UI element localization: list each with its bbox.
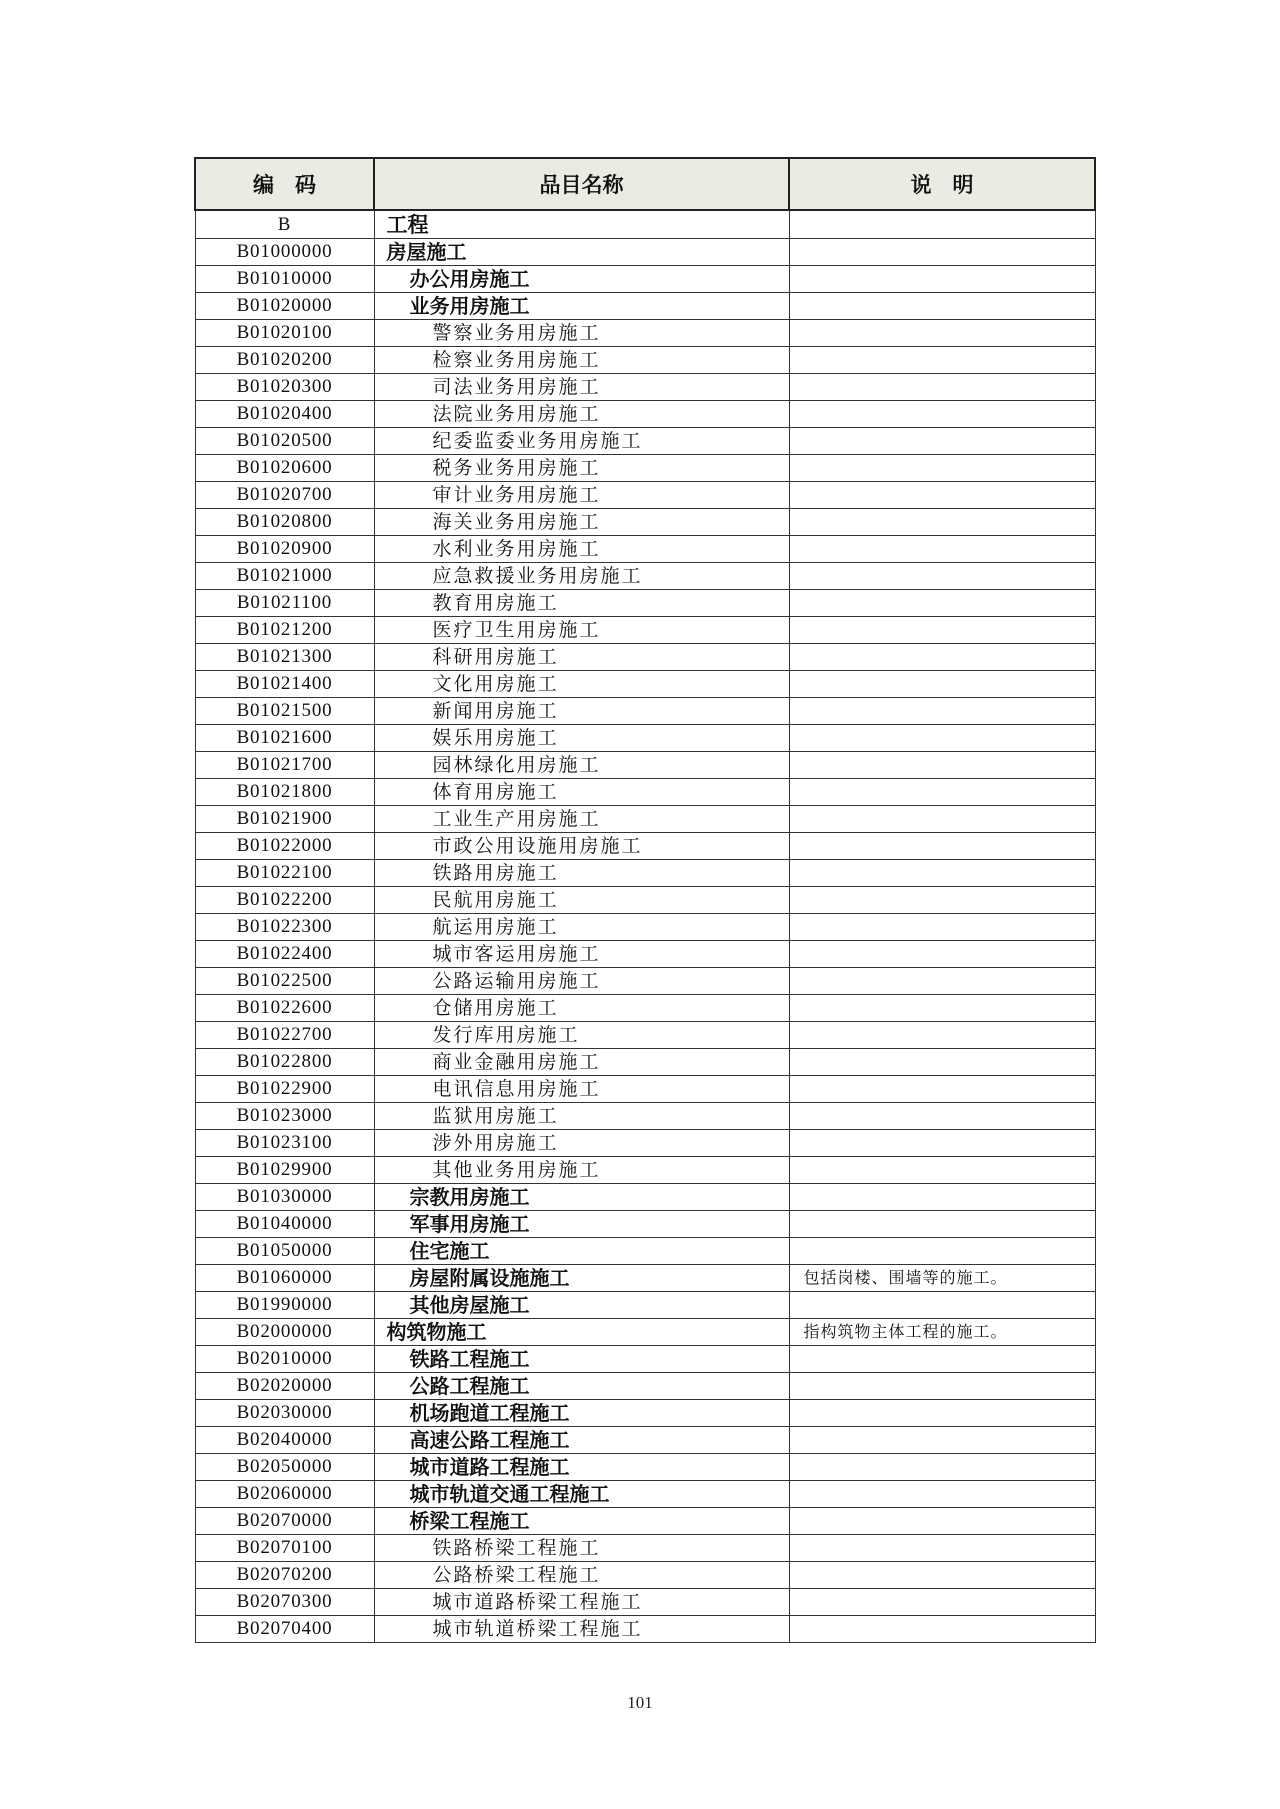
table-header (195, 158, 1095, 210)
header-row (195, 158, 1095, 210)
item-code: B01020100 (195, 320, 374, 347)
table-row (195, 860, 1095, 887)
table-row (195, 752, 1095, 779)
item-note (789, 239, 1095, 266)
item-note (789, 698, 1095, 725)
item-name: 工业生产用房施工 (374, 806, 789, 833)
item-note (789, 617, 1095, 644)
item-note (789, 779, 1095, 806)
item-code: B01029900 (195, 1157, 374, 1184)
table-row (195, 1427, 1095, 1454)
item-name: 铁路桥梁工程施工 (374, 1535, 789, 1562)
table-row (195, 1049, 1095, 1076)
table-row (195, 266, 1095, 293)
item-note (789, 1103, 1095, 1130)
item-name: 城市道路桥梁工程施工 (374, 1589, 789, 1616)
table-row (195, 1238, 1095, 1265)
item-name: 公路桥梁工程施工 (374, 1562, 789, 1589)
table-row (195, 293, 1095, 320)
item-note (789, 968, 1095, 995)
item-note (789, 1211, 1095, 1238)
item-code: B01021100 (195, 590, 374, 617)
item-note (789, 563, 1095, 590)
table-row (195, 995, 1095, 1022)
item-code: B01022600 (195, 995, 374, 1022)
item-name: 宗教用房施工 (374, 1184, 789, 1211)
table-row (195, 1535, 1095, 1562)
table-row (195, 536, 1095, 563)
item-code: B01020200 (195, 347, 374, 374)
item-name: 高速公路工程施工 (374, 1427, 789, 1454)
table-row (195, 563, 1095, 590)
item-code: B01020800 (195, 509, 374, 536)
item-name: 法院业务用房施工 (374, 401, 789, 428)
item-name: 铁路用房施工 (374, 860, 789, 887)
table-row (195, 968, 1095, 995)
item-note (789, 644, 1095, 671)
table-row (195, 779, 1095, 806)
item-code: B (195, 210, 374, 239)
item-code: B01022400 (195, 941, 374, 968)
item-code: B01022300 (195, 914, 374, 941)
item-name: 市政公用设施用房施工 (374, 833, 789, 860)
item-code: B01020400 (195, 401, 374, 428)
item-note (789, 401, 1095, 428)
item-note (789, 941, 1095, 968)
table-row (195, 239, 1095, 266)
item-code: B01022000 (195, 833, 374, 860)
table-row (195, 671, 1095, 698)
item-code: B01022100 (195, 860, 374, 887)
item-note (789, 210, 1095, 239)
item-note (789, 536, 1095, 563)
item-note (789, 1022, 1095, 1049)
item-code: B02070100 (195, 1535, 374, 1562)
item-note (789, 1589, 1095, 1616)
item-name: 体育用房施工 (374, 779, 789, 806)
table-row (195, 806, 1095, 833)
item-code: B01990000 (195, 1292, 374, 1319)
item-code: B01010000 (195, 266, 374, 293)
item-code: B02030000 (195, 1400, 374, 1427)
item-note (789, 914, 1095, 941)
item-note (789, 1346, 1095, 1373)
table-row (195, 374, 1095, 401)
table-row (195, 941, 1095, 968)
item-name: 民航用房施工 (374, 887, 789, 914)
table-row (195, 914, 1095, 941)
item-note: 指构筑物主体工程的施工。 (789, 1319, 1095, 1346)
item-code: B01021700 (195, 752, 374, 779)
item-note (789, 1481, 1095, 1508)
item-code: B02070300 (195, 1589, 374, 1616)
item-name: 纪委监委业务用房施工 (374, 428, 789, 455)
item-code: B01020000 (195, 293, 374, 320)
item-name: 城市轨道交通工程施工 (374, 1481, 789, 1508)
item-code: B01020500 (195, 428, 374, 455)
table-row (195, 320, 1095, 347)
item-code: B01020700 (195, 482, 374, 509)
item-name: 发行库用房施工 (374, 1022, 789, 1049)
item-code: B01022500 (195, 968, 374, 995)
item-name: 监狱用房施工 (374, 1103, 789, 1130)
item-note (789, 725, 1095, 752)
table-row (195, 1589, 1095, 1616)
item-note (789, 752, 1095, 779)
item-note (789, 1373, 1095, 1400)
table-row (195, 1454, 1095, 1481)
item-name: 商业金融用房施工 (374, 1049, 789, 1076)
item-code: B01021600 (195, 725, 374, 752)
item-note (789, 833, 1095, 860)
item-code: B02010000 (195, 1346, 374, 1373)
item-name: 业务用房施工 (374, 293, 789, 320)
item-name: 新闻用房施工 (374, 698, 789, 725)
item-note (789, 1427, 1095, 1454)
item-code: B01022900 (195, 1076, 374, 1103)
table-row (195, 590, 1095, 617)
item-code: B01023000 (195, 1103, 374, 1130)
item-code: B02000000 (195, 1319, 374, 1346)
item-code: B02060000 (195, 1481, 374, 1508)
item-code: B01000000 (195, 239, 374, 266)
table-row (195, 887, 1095, 914)
header-note: 说 明 (789, 158, 1095, 210)
table-row (195, 1103, 1095, 1130)
table-row (195, 401, 1095, 428)
table-row (195, 428, 1095, 455)
item-code: B01021300 (195, 644, 374, 671)
item-note (789, 671, 1095, 698)
table-row (195, 833, 1095, 860)
item-name: 警察业务用房施工 (374, 320, 789, 347)
table-row (195, 482, 1095, 509)
item-note (789, 1562, 1095, 1589)
item-note (789, 1292, 1095, 1319)
item-note (789, 1535, 1095, 1562)
item-note (789, 1454, 1095, 1481)
item-name: 机场跑道工程施工 (374, 1400, 789, 1427)
item-note (789, 428, 1095, 455)
item-note (789, 1184, 1095, 1211)
item-code: B01023100 (195, 1130, 374, 1157)
table-row (195, 1373, 1095, 1400)
item-name: 海关业务用房施工 (374, 509, 789, 536)
item-code: B01020900 (195, 536, 374, 563)
item-note (789, 1130, 1095, 1157)
item-code: B01060000 (195, 1265, 374, 1292)
item-note (789, 455, 1095, 482)
item-note (789, 320, 1095, 347)
item-code: B01020300 (195, 374, 374, 401)
item-name: 其他业务用房施工 (374, 1157, 789, 1184)
table-row (195, 1481, 1095, 1508)
item-name: 审计业务用房施工 (374, 482, 789, 509)
item-code: B01022200 (195, 887, 374, 914)
table-row (195, 347, 1095, 374)
item-code: B02070000 (195, 1508, 374, 1535)
item-note (789, 860, 1095, 887)
item-name: 城市道路工程施工 (374, 1454, 789, 1481)
item-code: B01022700 (195, 1022, 374, 1049)
table-row (195, 210, 1095, 239)
item-note (789, 509, 1095, 536)
item-name: 其他房屋施工 (374, 1292, 789, 1319)
item-name: 铁路工程施工 (374, 1346, 789, 1373)
item-code: B02070200 (195, 1562, 374, 1589)
item-name: 工程 (374, 210, 789, 239)
item-name: 构筑物施工 (374, 1319, 789, 1346)
item-code: B01021800 (195, 779, 374, 806)
item-name: 水利业务用房施工 (374, 536, 789, 563)
item-note (789, 1157, 1095, 1184)
item-note: 包括岗楼、围墙等的施工。 (789, 1265, 1095, 1292)
catalog-table (194, 157, 1096, 1643)
item-name: 住宅施工 (374, 1238, 789, 1265)
item-code: B02020000 (195, 1373, 374, 1400)
item-name: 公路工程施工 (374, 1373, 789, 1400)
item-name: 公路运输用房施工 (374, 968, 789, 995)
item-note (789, 995, 1095, 1022)
table-row (195, 1211, 1095, 1238)
item-name: 司法业务用房施工 (374, 374, 789, 401)
page-number: 101 (627, 1693, 653, 1712)
item-name: 医疗卫生用房施工 (374, 617, 789, 644)
table-row (195, 509, 1095, 536)
item-code: B01021000 (195, 563, 374, 590)
item-name: 文化用房施工 (374, 671, 789, 698)
item-code: B01021200 (195, 617, 374, 644)
table-row (195, 1022, 1095, 1049)
table-body (195, 210, 1095, 1643)
item-note (789, 806, 1095, 833)
table-row (195, 644, 1095, 671)
table-row (195, 698, 1095, 725)
table-row (195, 1292, 1095, 1319)
header-name: 品目名称 (374, 158, 789, 210)
item-name: 税务业务用房施工 (374, 455, 789, 482)
item-name: 应急救援业务用房施工 (374, 563, 789, 590)
item-code: B01021900 (195, 806, 374, 833)
item-name: 航运用房施工 (374, 914, 789, 941)
item-code: B01021500 (195, 698, 374, 725)
item-name: 仓储用房施工 (374, 995, 789, 1022)
item-code: B02040000 (195, 1427, 374, 1454)
table-row (195, 1319, 1095, 1346)
item-code: B01021400 (195, 671, 374, 698)
header-code: 编 码 (195, 158, 374, 210)
item-note (789, 590, 1095, 617)
item-name: 园林绿化用房施工 (374, 752, 789, 779)
item-name: 教育用房施工 (374, 590, 789, 617)
table-row (195, 1130, 1095, 1157)
table-row (195, 1616, 1095, 1643)
item-code: B02050000 (195, 1454, 374, 1481)
item-note (789, 482, 1095, 509)
item-note (789, 1508, 1095, 1535)
table-row (195, 1184, 1095, 1211)
item-name: 城市轨道桥梁工程施工 (374, 1616, 789, 1643)
table-row (195, 1508, 1095, 1535)
item-name: 涉外用房施工 (374, 1130, 789, 1157)
item-code: B01050000 (195, 1238, 374, 1265)
item-note (789, 1076, 1095, 1103)
item-name: 办公用房施工 (374, 266, 789, 293)
table-row (195, 725, 1095, 752)
item-name: 房屋施工 (374, 239, 789, 266)
item-note (789, 887, 1095, 914)
item-note (789, 1049, 1095, 1076)
table-row (195, 1157, 1095, 1184)
item-code: B01020600 (195, 455, 374, 482)
table-row (195, 1400, 1095, 1427)
item-code: B01022800 (195, 1049, 374, 1076)
table-row (195, 1076, 1095, 1103)
table-row (195, 1265, 1095, 1292)
item-note (789, 1616, 1095, 1643)
table-row (195, 617, 1095, 644)
item-note (789, 1238, 1095, 1265)
item-code: B01040000 (195, 1211, 374, 1238)
item-name: 房屋附属设施施工 (374, 1265, 789, 1292)
table-row (195, 1346, 1095, 1373)
item-note (789, 266, 1095, 293)
item-name: 娱乐用房施工 (374, 725, 789, 752)
item-note (789, 293, 1095, 320)
item-name: 军事用房施工 (374, 1211, 789, 1238)
table-row (195, 455, 1095, 482)
table-row (195, 1562, 1095, 1589)
item-code: B02070400 (195, 1616, 374, 1643)
item-name: 桥梁工程施工 (374, 1508, 789, 1535)
item-name: 电讯信息用房施工 (374, 1076, 789, 1103)
item-note (789, 1400, 1095, 1427)
item-code: B01030000 (195, 1184, 374, 1211)
item-name: 城市客运用房施工 (374, 941, 789, 968)
item-name: 科研用房施工 (374, 644, 789, 671)
item-note (789, 374, 1095, 401)
item-note (789, 347, 1095, 374)
item-name: 检察业务用房施工 (374, 347, 789, 374)
